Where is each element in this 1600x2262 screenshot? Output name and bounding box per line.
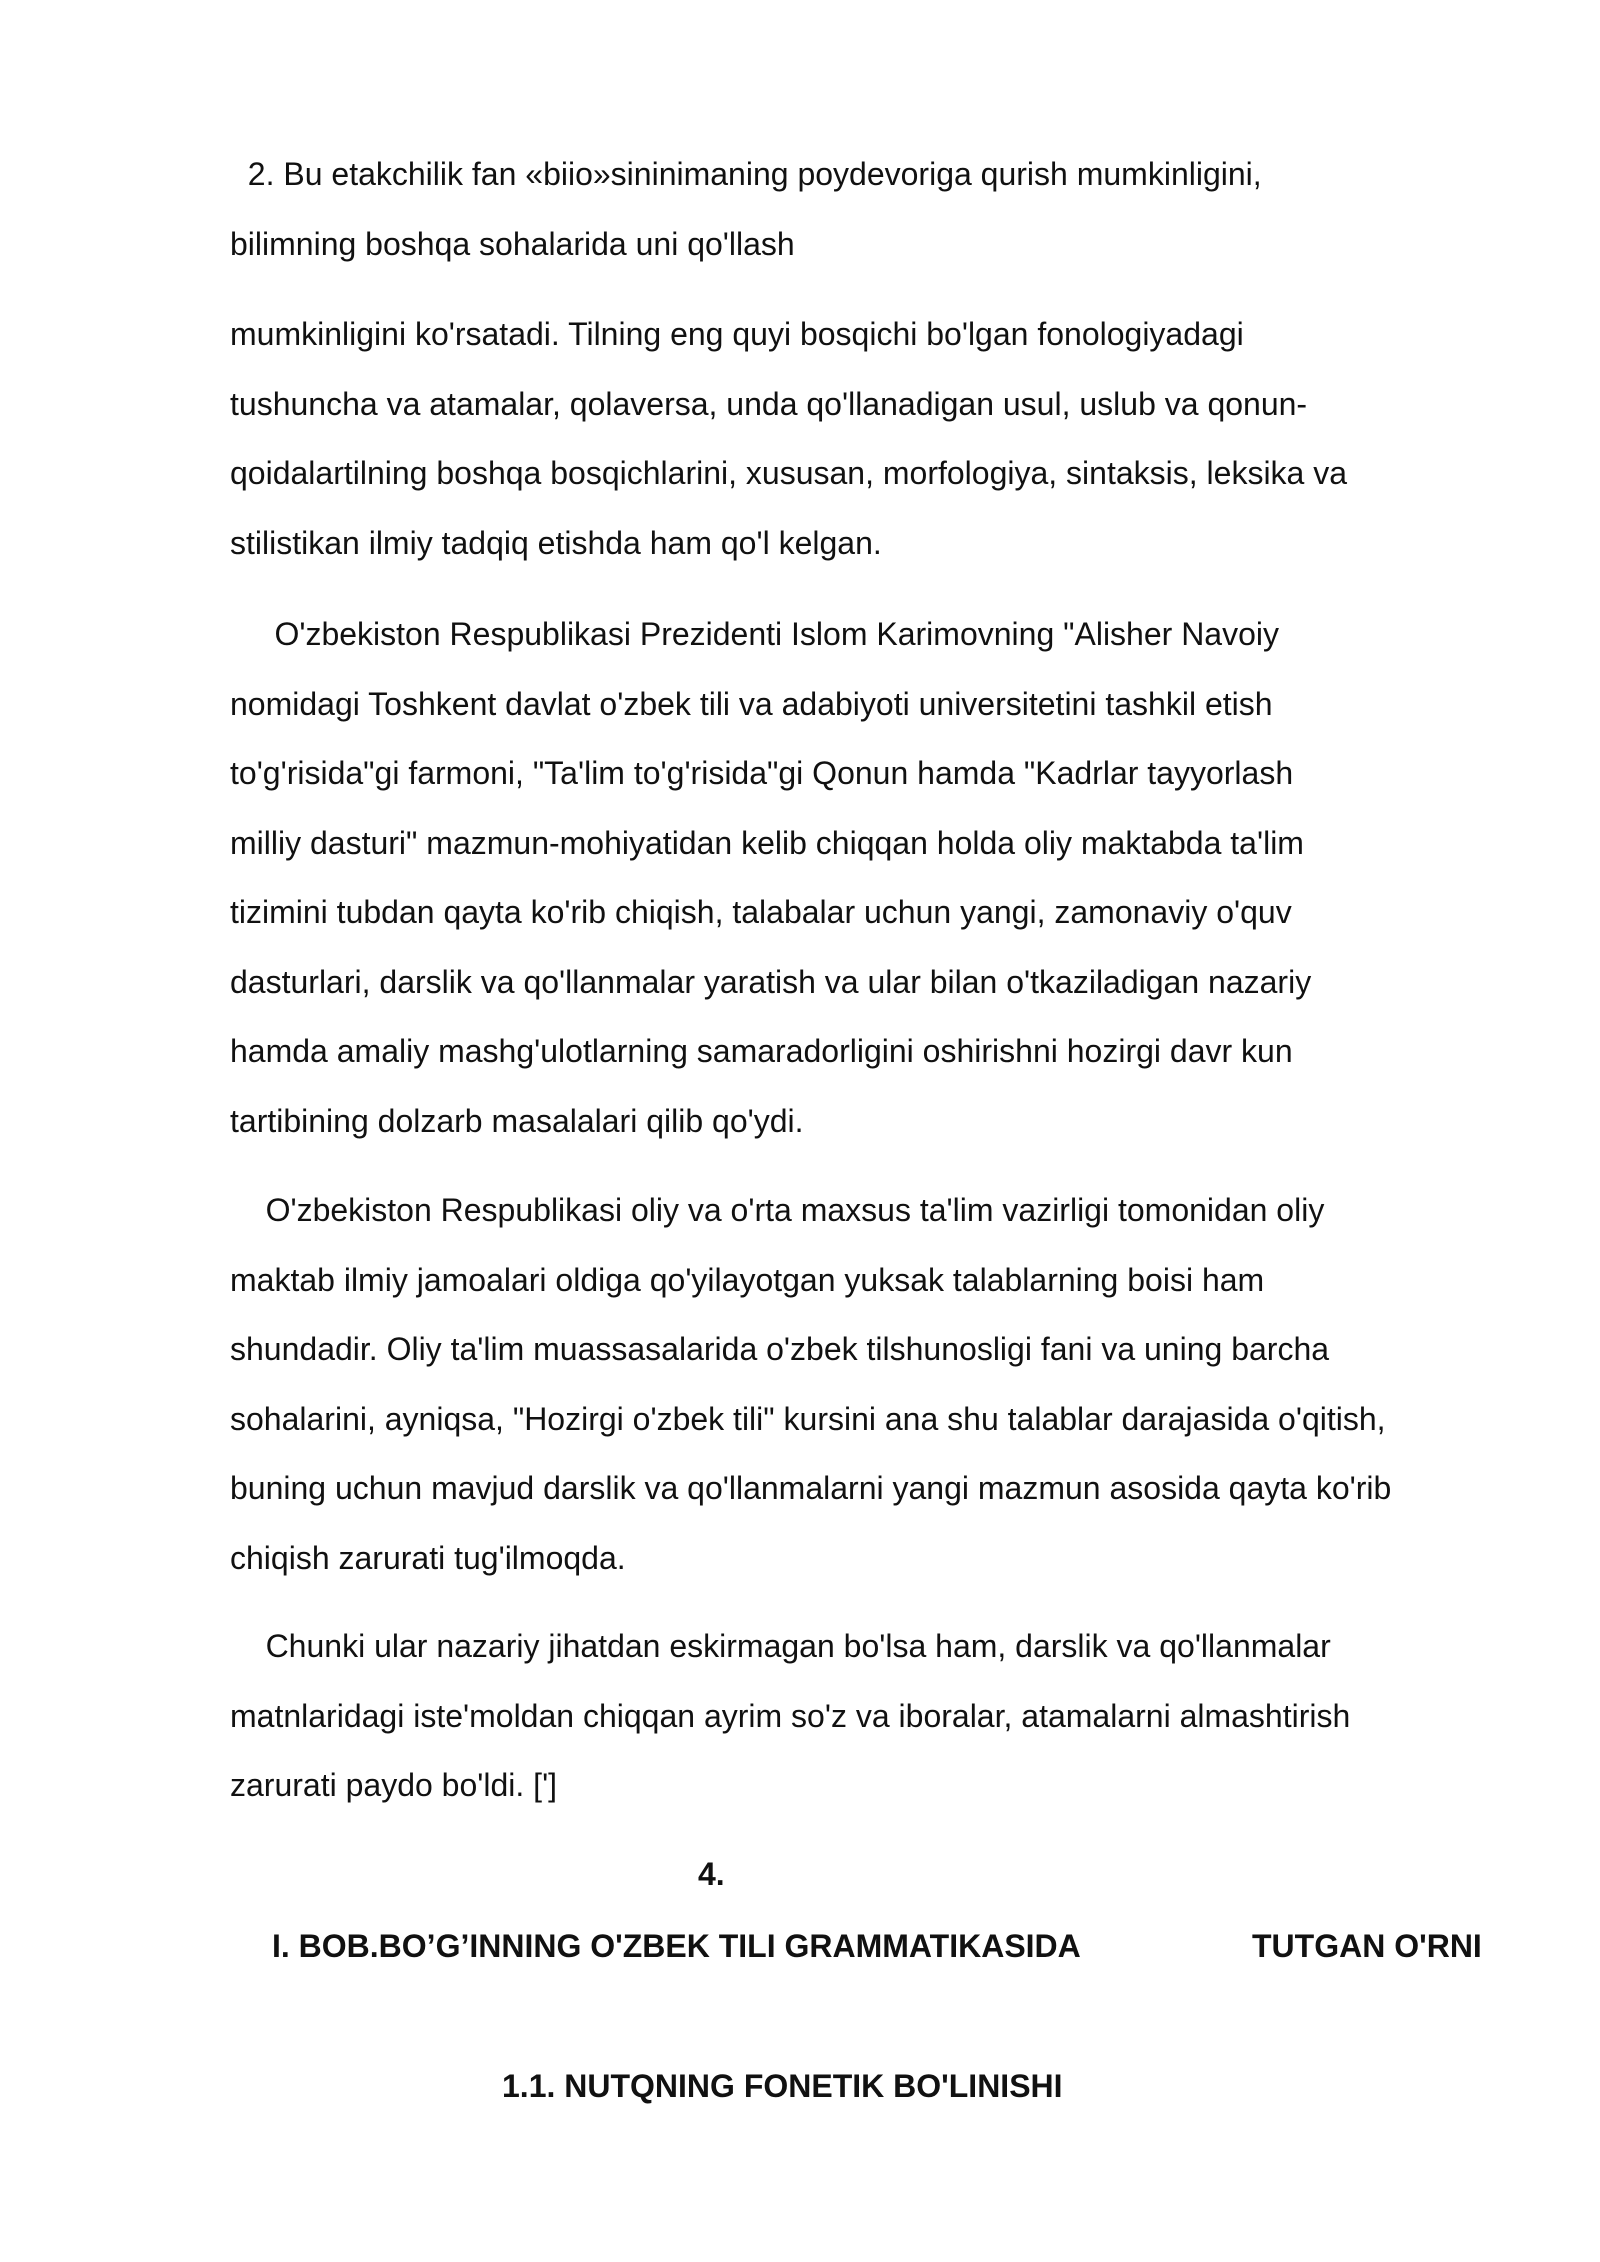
paragraph-line: Chunki ular nazariy jihatdan eskirmagan bo'lsa ham, darslik va qo'llanmalar bbox=[230, 1628, 1331, 1664]
paragraph-line: mumkinligini ko'rsatadi. Tilning eng quyi bosqichi bo'lgan fonologiyadagi bbox=[230, 316, 1244, 352]
paragraph-line: O'zbekiston Respublikasi Prezidenti Islom Karimovning "Alisher Navoiy bbox=[230, 616, 1279, 652]
paragraph-line: to'g'risida"gi farmoni, "Ta'lim to'g'risida"gi Qonun hamda "Kadrlar tayyorlash bbox=[230, 755, 1294, 791]
page-number-heading: 4. bbox=[698, 1856, 725, 1892]
paragraph-1 bbox=[230, 140, 1500, 279]
paragraph-line: 2. Bu etakchilik fan «biio»sininimaning poydevoriga qurish mumkinligini, bbox=[230, 156, 1262, 192]
paragraph-line: sohalarini, ayniqsa, "Hozirgi o'zbek tili" kursini ana shu talablar darajasida o'qitish, bbox=[230, 1400, 1386, 1437]
paragraph-line: zarurati paydo bo'ldi. ['] bbox=[230, 1767, 558, 1803]
paragraph-line: dasturlari, darslik va qo'llanmalar yaratish va ular bilan o'tkaziladigan nazariy bbox=[230, 963, 1312, 1000]
paragraph-line: buning uchun mavjud darslik va qo'llanmalarni yangi mazmun asosida qayta ko'rib bbox=[230, 1470, 1392, 1506]
paragraph-line: shundadir. Oliy ta'lim muassasalarida o'zbek tilshunosligi fani va uning barcha bbox=[230, 1331, 1330, 1367]
chapter-heading-right: TUTGAN O'RNI bbox=[1252, 1928, 1482, 1964]
section-heading: 1.1. NUTQNING FONETIK BO'LINISHI bbox=[502, 2068, 1063, 2104]
paragraph-line: maktab ilmiy jamoalari oldiga qo'yilayotgan yuksak talablarning boisi ham bbox=[230, 1261, 1265, 1298]
paragraph-4 bbox=[230, 1176, 1500, 1593]
paragraph-line: nomidagi Toshkent davlat o'zbek tili va adabiyoti universitetini tashkil etish bbox=[230, 685, 1273, 722]
paragraph-line: tizimini tubdan qayta ko'rib chiqish, talabalar uchun yangi, zamonaviy o'quv bbox=[230, 894, 1292, 930]
paragraph-line: matnlaridagi iste'moldan chiqqan ayrim so'z va iboralar, atamalarni almashtirish bbox=[230, 1697, 1351, 1734]
paragraph-line: milliy dasturi" mazmun-mohiyatidan kelib chiqqan holda oliy maktabda ta'lim bbox=[230, 824, 1304, 861]
paragraph-line: hamda amaliy mashg'ulotlarning samaradorligini oshirishni hozirgi davr kun bbox=[230, 1033, 1293, 1069]
paragraph-line: qoidalartilning boshqa bosqichlarini, xususan, morfologiya, sintaksis, leksika va bbox=[230, 455, 1348, 491]
chapter-heading-left: I. BOB.BO’G’INNING O'ZBEK TILI GRAMMATIKASIDA bbox=[272, 1928, 1081, 1964]
paragraph-line: tartibining dolzarb masalalari qilib qo'ydi. bbox=[230, 1102, 804, 1139]
paragraph-line: O'zbekiston Respublikasi oliy va o'rta maxsus ta'lim vazirligi tomonidan oliy bbox=[230, 1192, 1325, 1228]
paragraph-3 bbox=[230, 600, 1500, 1156]
paragraph-2 bbox=[230, 300, 1500, 578]
paragraph-line: stilistikan ilmiy tadqiq etishda ham qo'l kelgan. bbox=[230, 524, 882, 561]
paragraph-5 bbox=[230, 1612, 1500, 1821]
paragraph-line: bilimning boshqa sohalarida uni qo'llash bbox=[230, 225, 795, 262]
paragraph-line: tushuncha va atamalar, qolaversa, unda qo'llanadigan usul, uslub va qonun- bbox=[230, 385, 1308, 422]
paragraph-line: chiqish zarurati tug'ilmoqda. bbox=[230, 1539, 626, 1576]
